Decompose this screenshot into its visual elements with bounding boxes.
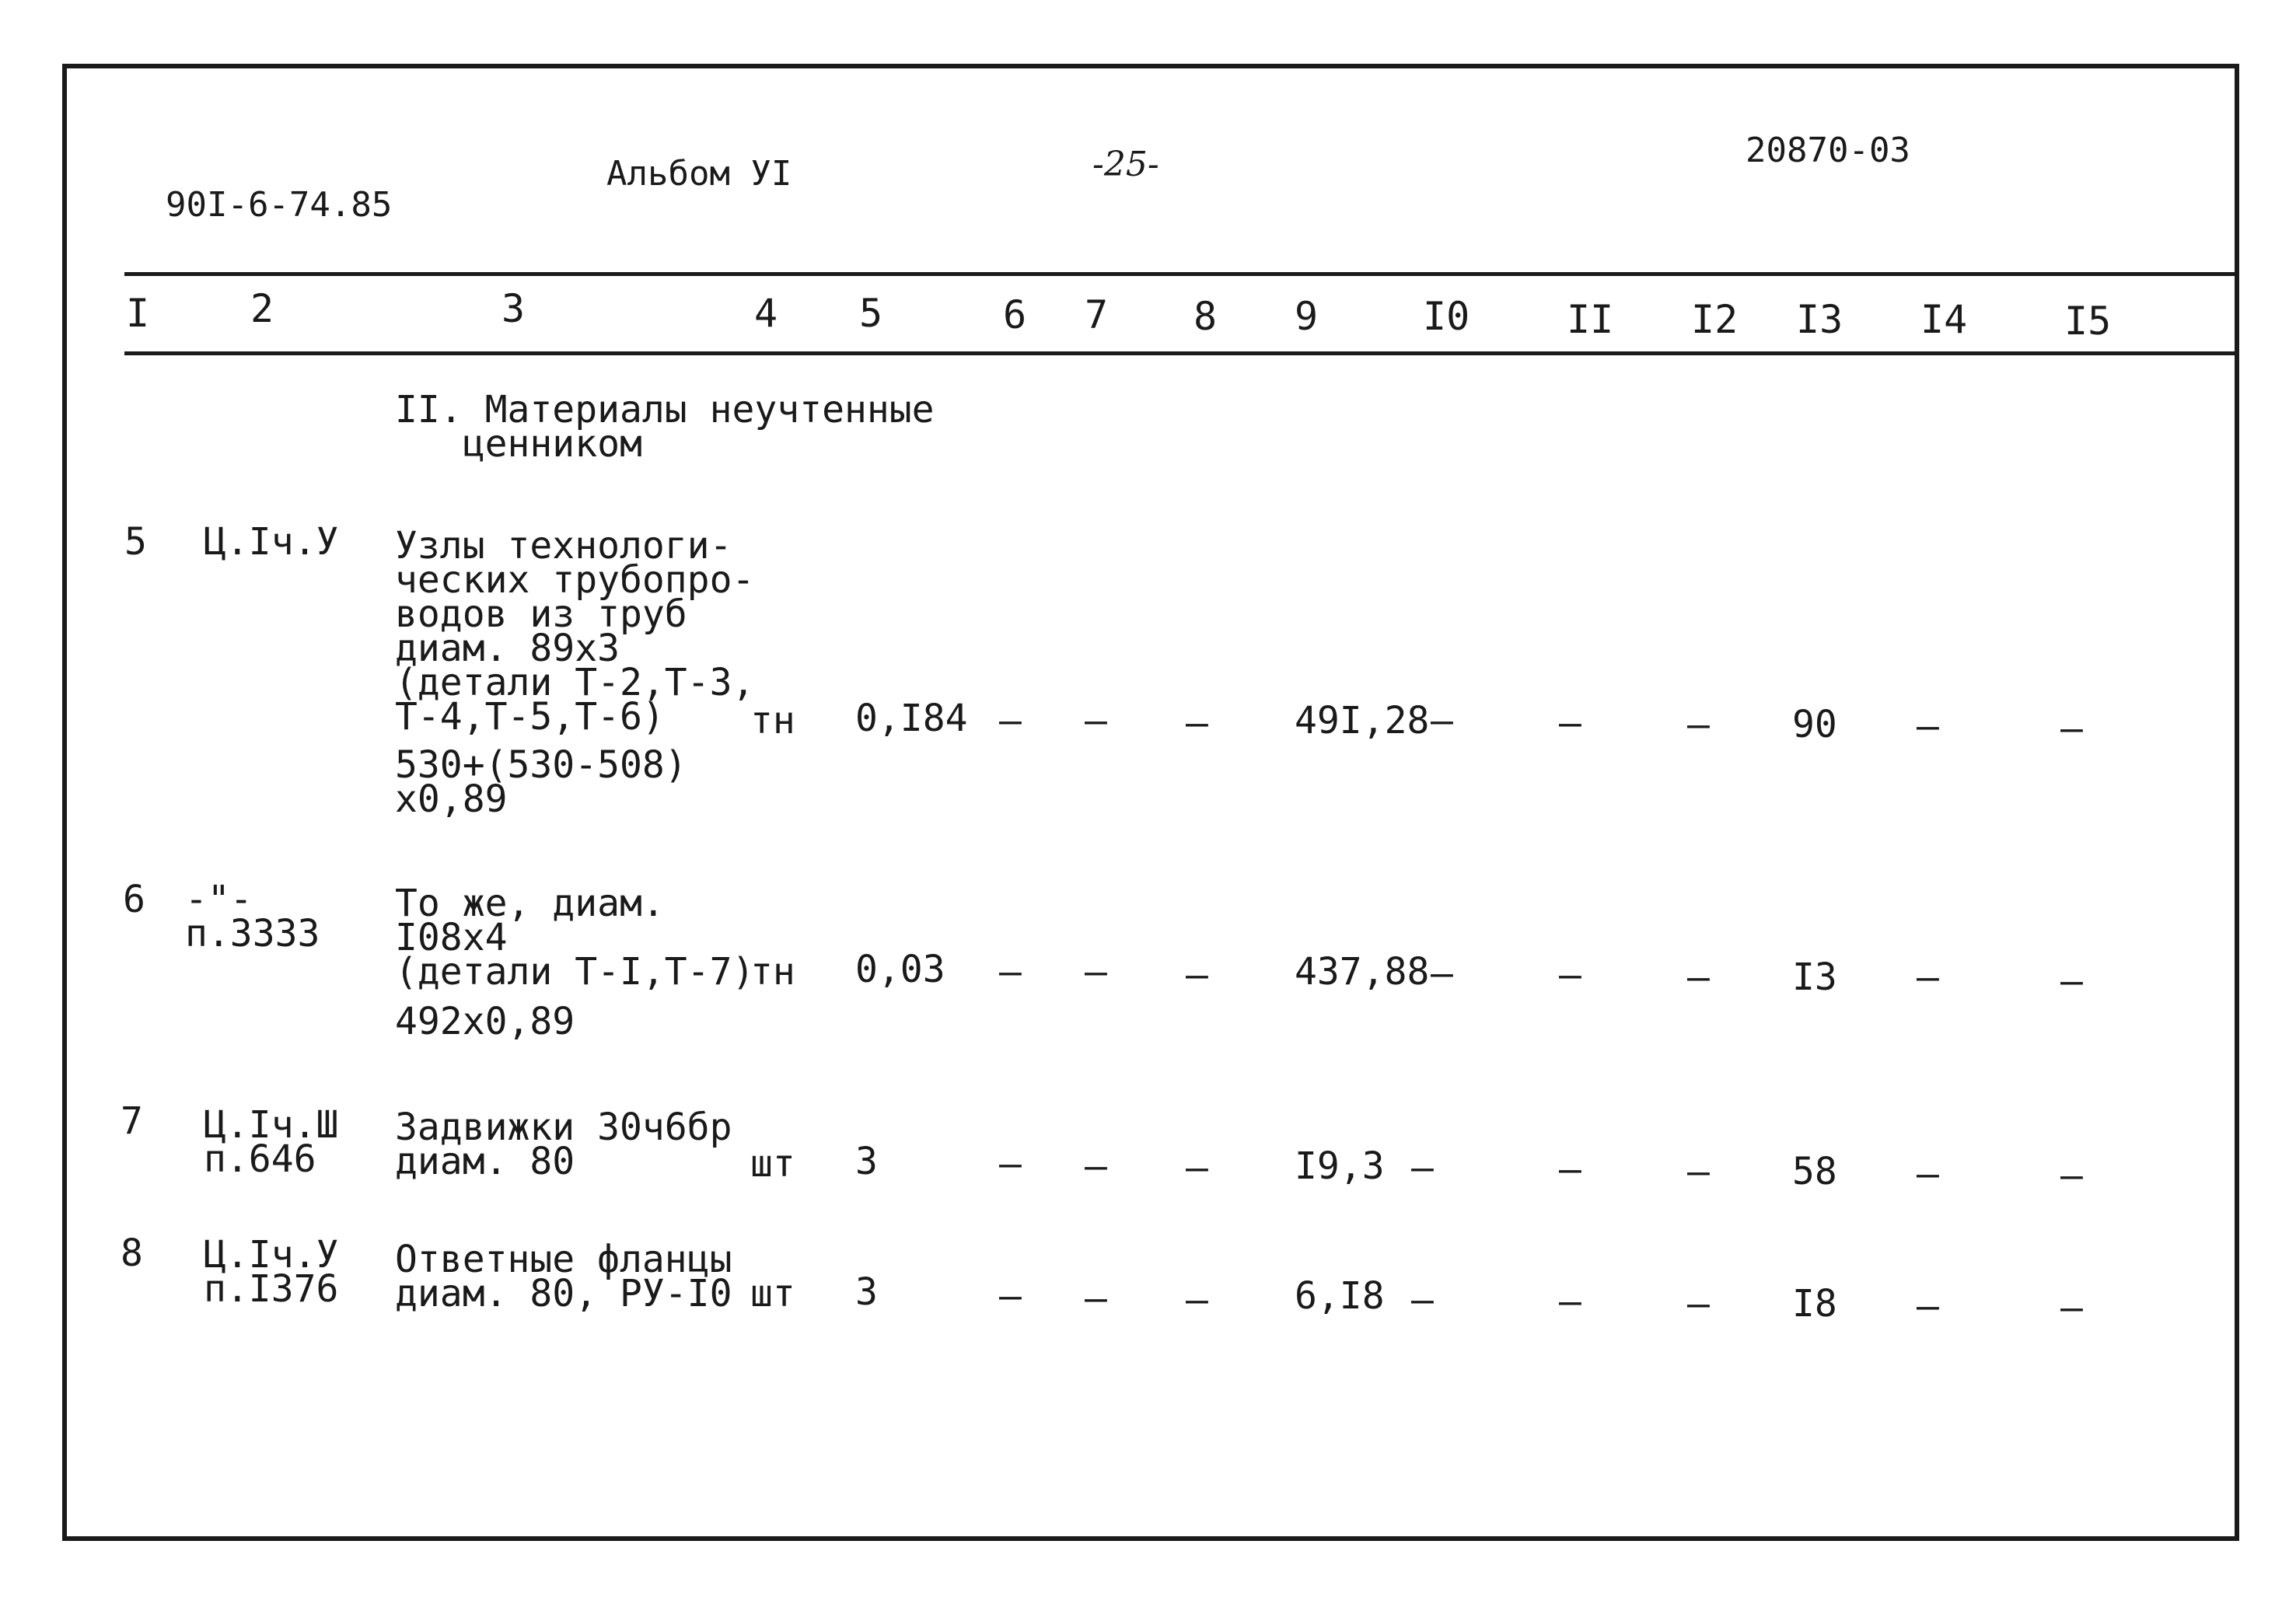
row-col8: – (1186, 1278, 1208, 1322)
row-quantity: 3 (855, 1140, 878, 1183)
row-col11: – (1559, 953, 1581, 997)
row-name: Ответные фланцы диам. 80, РУ-I0 (395, 1238, 732, 1315)
row-col12: – (1687, 1282, 1710, 1326)
row-col13: 90 (1792, 703, 1837, 746)
column-rule-top (124, 272, 2239, 276)
row-unit: шт (750, 1272, 795, 1315)
column-number: 9 (1295, 294, 1319, 339)
column-number: I4 (1920, 297, 1968, 342)
row-col10: – (1411, 1278, 1434, 1322)
row-col13: 58 (1792, 1150, 1837, 1193)
row-col13: I3 (1792, 955, 1837, 999)
row-col7: – (1085, 699, 1107, 742)
album-label: Альбом УI (606, 154, 792, 194)
row-number: 6 (123, 878, 145, 921)
row-col14: – (1917, 1284, 1939, 1328)
row-col6: – (999, 950, 1022, 994)
row-col12: – (1687, 1150, 1710, 1193)
row-col15: – (2060, 959, 2083, 1003)
column-number: I2 (1691, 297, 1739, 342)
project-code (124, 154, 393, 225)
row-col10: – (1431, 699, 1453, 742)
row-col14: – (1917, 955, 1939, 999)
row-col12: – (1687, 955, 1710, 999)
row-reference: Ц.Iч.Ш п.646 (204, 1103, 339, 1181)
column-number: I3 (1796, 297, 1843, 342)
column-number: I0 (1423, 294, 1470, 339)
row-col9: I9,3 (1295, 1144, 1385, 1188)
column-number: 7 (1085, 292, 1109, 337)
page-number: -25- (1092, 145, 1159, 184)
row-col6: – (999, 1142, 1022, 1186)
row-reference: Ц.Iч.У (204, 520, 339, 564)
row-name: Узлы технологи- ческих трубопро- водов из труб диам. 89х3 (детали Т-2,Т-3, Т-4,Т-5,Т-6) (395, 524, 755, 739)
row-formula: 492х0,89 (395, 1000, 575, 1043)
row-number: 5 (124, 520, 147, 564)
row-col6: – (999, 699, 1022, 742)
row-col14: – (1917, 1152, 1939, 1196)
row-formula: 530+(530-508) х0,89 (395, 743, 687, 821)
row-col8: – (1186, 1146, 1208, 1190)
column-number: 6 (1003, 292, 1027, 337)
row-col11: – (1559, 1148, 1581, 1191)
project-code-text: 90I-6-74.85 (165, 185, 393, 225)
row-reference: Ц.Iч.У п.I376 (204, 1233, 339, 1311)
row-name: Задвижки 30ч6бр диам. 80 (395, 1106, 732, 1183)
row-col15: – (2060, 1286, 2083, 1329)
document-number: 20870-03 (1746, 131, 1910, 170)
row-col10: – (1411, 1146, 1434, 1190)
row-col7: – (1085, 1277, 1107, 1320)
column-number: I5 (2064, 299, 2112, 344)
column-number: 8 (1193, 294, 1218, 339)
row-quantity: 3 (855, 1270, 878, 1314)
row-col11: – (1559, 701, 1581, 745)
row-quantity: 0,03 (855, 948, 945, 991)
row-col8: – (1186, 701, 1208, 745)
column-number: 2 (250, 286, 274, 331)
row-number: 7 (121, 1099, 143, 1143)
section-title: II. Материалы неучтенные ценником (395, 388, 935, 466)
column-number: II (1567, 297, 1614, 342)
row-col10: – (1431, 952, 1453, 995)
row-col7: – (1085, 950, 1107, 994)
row-quantity: 0,I84 (855, 697, 968, 740)
row-col9: 437,88 (1295, 950, 1430, 994)
row-col14: – (1917, 704, 1939, 748)
row-col15: – (2060, 707, 2083, 750)
row-unit: шт (750, 1142, 795, 1186)
page-frame (62, 64, 2239, 1541)
row-col9: 49I,28 (1295, 699, 1430, 742)
column-number: 5 (859, 291, 883, 336)
column-rule-bottom (124, 351, 2239, 355)
row-col9: 6,I8 (1295, 1274, 1385, 1318)
column-number: I (126, 291, 150, 336)
row-col15: – (2060, 1154, 2083, 1197)
row-col8: – (1186, 953, 1208, 997)
column-number: 3 (501, 286, 526, 331)
row-col6: – (999, 1274, 1022, 1318)
row-name: То же, диам. I08х4 (детали Т-I,Т-7) (395, 882, 755, 994)
row-number: 8 (121, 1231, 143, 1275)
column-number: 4 (754, 291, 778, 336)
row-col12: – (1687, 703, 1710, 746)
row-unit: тн (750, 950, 795, 994)
row-reference: -"- п.3333 (185, 878, 320, 955)
row-col7: – (1085, 1144, 1107, 1188)
row-unit: тн (750, 699, 795, 742)
row-col11: – (1559, 1280, 1581, 1323)
row-col13: I8 (1792, 1282, 1837, 1326)
